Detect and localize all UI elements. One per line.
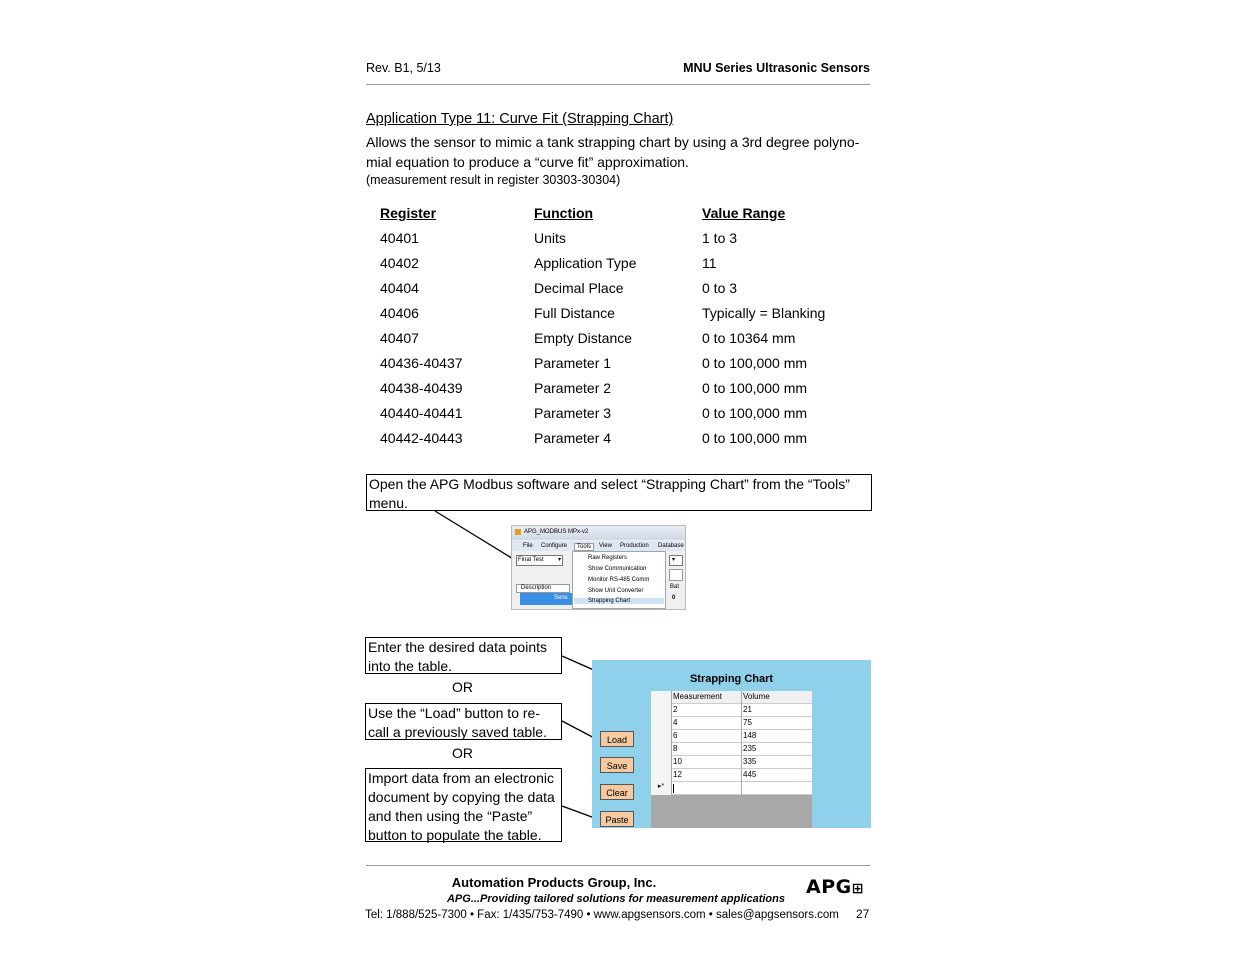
column-separator xyxy=(741,704,742,717)
new-row-marker: ▸* xyxy=(651,782,672,795)
menu-configure[interactable]: Configure xyxy=(541,543,568,549)
range-cell: 0 to 100,000 mm xyxy=(702,355,808,371)
range-cell: 1 to 3 xyxy=(702,230,738,246)
callout-open-software: Open the APG Modbus software and select “Strapping Chart” from the “Tools” menu. xyxy=(366,474,872,511)
window-title: APG_MODBUS MPx-v2 xyxy=(524,529,589,535)
contact-line: Tel: 1/888/525-7300 • Fax: 1/435/753-7490 • www.apgsensors.com • sales@apgsensors.com xyxy=(365,909,839,921)
measurement-cell[interactable]: 2 xyxy=(673,705,678,714)
register-cell: 40402 xyxy=(380,255,419,271)
logo-text: APG xyxy=(806,876,852,898)
section-title: Application Type 11: Curve Fit (Strapping Chart) xyxy=(366,111,674,127)
row-header-cell xyxy=(651,769,672,782)
range-cell: 0 to 3 xyxy=(702,280,738,296)
col-measurement: Measurement xyxy=(673,692,722,701)
description-label: Description xyxy=(521,585,552,591)
product-title: MNU Series Ultrasonic Sensors xyxy=(683,61,870,75)
section-paragraph: Allows the sensor to mimic a tank strapping chart by using a 3rd degree polyno-mial equation to produce a “curve fit” approximation. xyxy=(366,134,860,170)
strapping-chart-screenshot xyxy=(592,660,871,828)
new-row[interactable] xyxy=(651,782,812,795)
or-label-1: OR xyxy=(452,679,473,695)
register-cell: 40404 xyxy=(380,280,419,296)
col-register: Register xyxy=(380,205,437,221)
menu-production[interactable]: Production xyxy=(620,543,649,549)
logo-grid-icon: ⊞ xyxy=(851,881,864,897)
function-cell: Units xyxy=(534,230,566,246)
table-row[interactable] xyxy=(651,756,812,769)
row-header-cell xyxy=(651,743,672,756)
menu-view[interactable]: View xyxy=(599,543,612,549)
revision-label: Rev. B1, 5/13 xyxy=(366,61,441,75)
table-row[interactable] xyxy=(651,730,812,743)
table-row[interactable] xyxy=(651,717,812,730)
function-cell: Parameter 3 xyxy=(534,405,612,421)
function-cell: Full Distance xyxy=(534,305,615,321)
footer-divider xyxy=(366,865,870,866)
selected-row-text: Sens xyxy=(554,595,568,601)
app-icon xyxy=(515,529,521,535)
range-cell: 0 to 100,000 mm xyxy=(702,405,808,421)
row-header-cell xyxy=(651,691,672,704)
volume-cell[interactable]: 75 xyxy=(743,718,752,727)
row-header-cell xyxy=(651,704,672,717)
col-value-range: Value Range xyxy=(702,205,786,221)
tools-menu-screenshot xyxy=(511,525,686,610)
range-cell: 0 to 100,000 mm xyxy=(702,430,808,446)
column-separator xyxy=(741,769,742,782)
callout-import: Import data from an electronic document by copying the data and then using the “Paste” button to populate the table. xyxy=(365,768,562,842)
column-separator xyxy=(741,743,742,756)
function-cell: Parameter 2 xyxy=(534,380,612,396)
chevron-down-icon: ▾ xyxy=(672,557,676,563)
strapping-grid xyxy=(651,691,812,828)
company-tagline: APG...Providing tailored solutions for measurement applications xyxy=(446,893,785,905)
function-cell: Decimal Place xyxy=(534,280,624,296)
menu-tools[interactable]: Tools xyxy=(574,543,594,551)
measurement-cell[interactable]: 12 xyxy=(673,770,682,779)
volume-cell[interactable]: 335 xyxy=(743,757,757,766)
range-cell: 0 to 10364 mm xyxy=(702,330,796,346)
volume-cell[interactable]: 148 xyxy=(743,731,757,740)
right-select[interactable] xyxy=(669,555,683,566)
callout-load: Use the “Load” button to re-call a previously saved table. xyxy=(365,703,562,740)
register-cell: 40440-40441 xyxy=(380,405,463,421)
column-separator xyxy=(741,756,742,769)
chevron-down-icon: ▾ xyxy=(557,557,561,563)
measurement-cell[interactable]: 10 xyxy=(673,757,682,766)
table-row[interactable] xyxy=(651,769,812,782)
register-cell: 40406 xyxy=(380,305,419,321)
volume-cell[interactable]: 235 xyxy=(743,744,757,753)
menu-item-monitor-rs485[interactable]: Monitor RS-485 Comm xyxy=(588,577,650,583)
menu-item-raw-registers[interactable]: Raw Registers xyxy=(588,555,628,561)
col-volume: Volume xyxy=(743,692,770,701)
clear-button[interactable]: Clear xyxy=(600,784,634,800)
col-function: Function xyxy=(534,205,594,221)
register-cell: 40436-40437 xyxy=(380,355,463,371)
text-cursor xyxy=(673,784,674,793)
table-row[interactable] xyxy=(651,704,812,717)
table-row[interactable] xyxy=(651,743,812,756)
function-cell: Empty Distance xyxy=(534,330,633,346)
range-cell: Typically = Blanking xyxy=(702,305,826,321)
function-cell: Parameter 4 xyxy=(534,430,612,446)
measurement-cell[interactable]: 4 xyxy=(673,718,678,727)
register-cell: 40407 xyxy=(380,330,419,346)
company-name: Automation Products Group, Inc. xyxy=(451,875,657,890)
test-mode-select[interactable] xyxy=(516,555,563,566)
callout-enter-points: Enter the desired data points into the table. xyxy=(365,637,562,674)
page-number: 27 xyxy=(856,907,870,921)
row-header-cell xyxy=(651,756,672,769)
or-label-2: OR xyxy=(452,745,473,761)
section-note: (measurement result in register 30303-30304) xyxy=(366,173,621,187)
volume-cell[interactable]: 445 xyxy=(743,770,757,779)
window-titlebar xyxy=(512,526,685,540)
column-separator xyxy=(741,691,742,704)
test-mode-value: Final Test xyxy=(518,557,544,563)
save-button[interactable]: Save xyxy=(600,757,634,773)
measurement-cell[interactable]: 6 xyxy=(673,731,678,740)
column-separator xyxy=(741,717,742,730)
load-button[interactable]: Load xyxy=(600,731,634,747)
range-cell: 0 to 100,000 mm xyxy=(702,380,808,396)
menu-file[interactable]: File xyxy=(523,543,533,549)
description-column xyxy=(516,584,570,593)
right-toolbar-button[interactable] xyxy=(669,569,683,581)
menu-item-show-communication[interactable]: Show Communication xyxy=(588,566,647,572)
range-cell: 11 xyxy=(702,255,717,271)
menu-item-strapping-chart[interactable]: Strapping Chart xyxy=(574,598,664,604)
menu-item-unit-converter[interactable]: Show Unit Converter xyxy=(588,588,644,594)
bat-value: 0 xyxy=(672,595,676,601)
column-separator xyxy=(741,782,742,795)
selected-row xyxy=(520,593,572,605)
grid-header-row xyxy=(651,691,812,704)
menu-bar xyxy=(512,541,685,551)
register-cell: 40438-40439 xyxy=(380,380,463,396)
function-cell: Application Type xyxy=(534,255,637,271)
bat-label: Bat xyxy=(670,584,680,590)
register-cell: 40442-40443 xyxy=(380,430,463,446)
row-header-cell xyxy=(651,717,672,730)
row-header-cell xyxy=(651,730,672,743)
function-cell: Parameter 1 xyxy=(534,355,612,371)
measurement-cell[interactable]: 8 xyxy=(673,744,678,753)
menu-database[interactable]: Database xyxy=(658,543,684,549)
register-cell: 40401 xyxy=(380,230,419,246)
column-separator xyxy=(741,730,742,743)
volume-cell[interactable]: 21 xyxy=(743,705,752,714)
strapping-chart-title: Strapping Chart xyxy=(689,673,774,685)
paste-button[interactable]: Paste xyxy=(600,811,634,827)
tools-dropdown xyxy=(572,551,666,609)
